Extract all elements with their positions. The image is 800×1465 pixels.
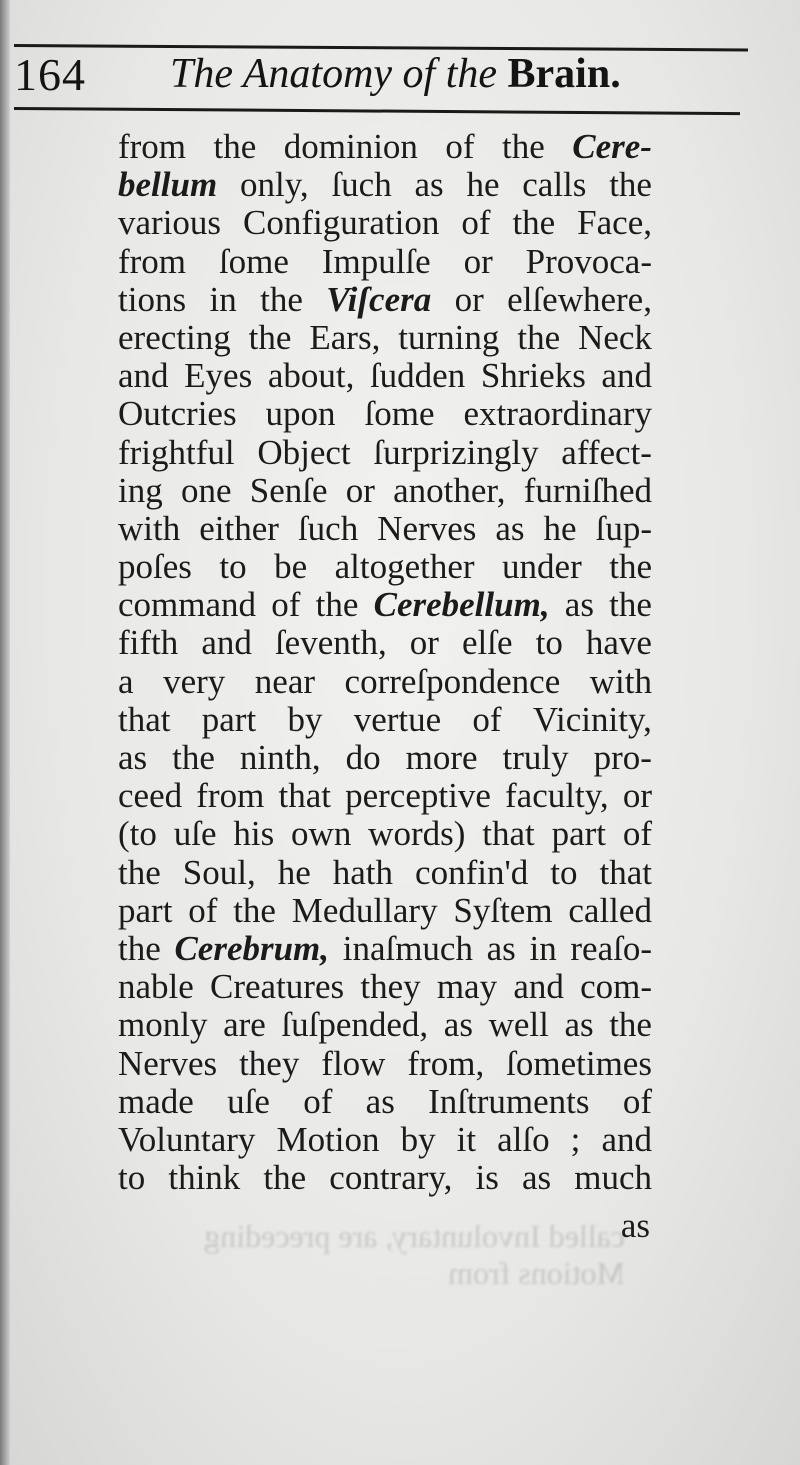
word: Ears, <box>309 317 381 357</box>
word: or <box>454 279 484 319</box>
word: correſpondence <box>344 661 561 701</box>
word: hath <box>332 852 394 892</box>
word: Nerves <box>377 508 477 548</box>
word: Senſe <box>249 470 328 510</box>
word: ceed <box>118 776 183 816</box>
word: under <box>502 547 582 587</box>
word: of <box>622 814 652 854</box>
word: com- <box>580 967 652 1007</box>
word: perceptive <box>345 776 491 816</box>
word: the <box>118 852 161 892</box>
word: Provoca- <box>525 241 652 281</box>
word: Face, <box>577 203 652 243</box>
text-line <box>118 586 652 624</box>
word: ing <box>118 470 163 510</box>
word: Configuration <box>243 203 440 243</box>
word: that <box>278 776 331 816</box>
word: Shrieks <box>480 356 586 396</box>
word: alſo <box>497 1119 550 1159</box>
word: and <box>201 623 252 663</box>
word: the <box>609 165 652 205</box>
word: and <box>513 967 564 1007</box>
word: or <box>622 776 652 816</box>
word: from <box>118 241 187 281</box>
word: Creatures <box>210 967 345 1007</box>
word: as <box>521 1158 552 1198</box>
word: bellum <box>118 165 218 205</box>
header-bottom-rule <box>14 107 740 115</box>
word: Syſtem <box>453 890 553 930</box>
word: about, <box>267 356 355 396</box>
word: and <box>601 1119 652 1159</box>
word: contrary, <box>329 1158 453 1198</box>
word: various <box>118 203 222 243</box>
word: much <box>574 1158 652 1198</box>
word: to <box>550 852 578 892</box>
running-head <box>170 50 621 98</box>
word: are <box>223 1005 266 1045</box>
word: nable <box>118 967 194 1007</box>
word: of <box>188 890 218 930</box>
word: ninth, <box>239 738 321 777</box>
word: another, <box>393 470 506 510</box>
word: or <box>345 470 375 510</box>
word: Cerebrum, <box>174 928 330 968</box>
text-line <box>118 930 652 968</box>
text-line <box>118 739 652 777</box>
word: command <box>118 585 257 625</box>
word: in <box>529 928 557 968</box>
word: of <box>472 699 502 739</box>
word: near <box>254 661 316 701</box>
text-line <box>118 892 652 930</box>
word: the <box>118 928 161 968</box>
word: erecting <box>118 317 231 357</box>
word: frightful <box>118 432 235 472</box>
word: tions <box>118 279 187 319</box>
word: Nerves <box>118 1043 218 1083</box>
word: he <box>277 852 311 892</box>
word: as <box>443 1005 473 1045</box>
text-line <box>118 777 652 815</box>
text-line <box>118 1045 652 1083</box>
catchword: as <box>620 1206 650 1245</box>
word: elſe <box>462 623 513 663</box>
word: either <box>199 508 279 548</box>
word: only, <box>239 165 309 205</box>
text-line <box>118 624 652 662</box>
text-line <box>118 968 652 1006</box>
word: of <box>303 1081 333 1121</box>
word: extraordinary <box>463 394 652 434</box>
word: one <box>180 470 232 510</box>
word: with <box>589 661 652 701</box>
word: affect- <box>561 432 652 472</box>
word: his <box>233 814 275 854</box>
word: words) <box>368 814 466 854</box>
word: poſes <box>118 547 192 587</box>
word: Eyes <box>184 356 253 396</box>
word: Inſtruments <box>428 1081 590 1121</box>
word: part <box>118 890 173 930</box>
word: monly <box>118 1005 208 1045</box>
word: Motion <box>276 1119 380 1159</box>
word: Cerebellum, <box>373 585 550 625</box>
word: Medullary <box>291 890 438 930</box>
word: Voluntary <box>118 1119 256 1159</box>
word: the <box>315 585 359 625</box>
word: to <box>219 547 247 587</box>
word: very <box>163 661 226 701</box>
word: and <box>118 356 169 396</box>
word: from <box>196 776 265 816</box>
word: ſome <box>218 241 289 281</box>
word: of <box>271 585 301 625</box>
word: with <box>118 508 181 548</box>
word: calls <box>522 165 587 205</box>
word: confin'd <box>415 852 529 892</box>
word: they <box>239 1043 300 1083</box>
word: elſewhere, <box>507 279 652 319</box>
text-line <box>118 1159 652 1197</box>
word: well <box>488 1005 549 1045</box>
page-gutter-edge <box>0 0 10 1465</box>
running-head-italic: The Anatomy of the <box>170 51 498 97</box>
word: as <box>564 1005 594 1045</box>
word: do <box>345 738 381 777</box>
text-line <box>118 281 652 319</box>
word: furniſhed <box>523 470 652 510</box>
word: the <box>172 738 215 777</box>
word: the <box>517 317 561 357</box>
word: as <box>486 928 516 968</box>
word: Cere- <box>572 127 652 166</box>
word: reaſo- <box>570 928 652 968</box>
word: uſe <box>227 1081 270 1121</box>
word: of <box>622 1081 652 1121</box>
word: turning <box>398 317 500 357</box>
word: ſuch <box>297 508 359 548</box>
word: truly <box>502 738 569 777</box>
word: the <box>260 279 303 319</box>
word: Vicinity, <box>532 699 652 739</box>
word: dominion <box>283 127 418 166</box>
word: made <box>118 1081 194 1121</box>
word: Impulſe <box>321 241 431 281</box>
word: that <box>482 814 535 854</box>
word: that <box>118 699 171 739</box>
word: part <box>551 814 606 854</box>
text-line <box>118 815 652 853</box>
word: ſudden <box>369 356 466 396</box>
text-line <box>118 243 652 281</box>
word: ſuch <box>331 165 392 205</box>
word: vertue <box>353 699 442 739</box>
word: from <box>118 127 187 166</box>
text-line <box>118 663 652 701</box>
word: and <box>601 356 652 396</box>
word: Soul, <box>182 852 256 892</box>
word: in <box>209 279 237 319</box>
word: Object <box>257 432 351 472</box>
running-head-roman: Brain. <box>507 51 621 97</box>
word: ; <box>570 1119 581 1159</box>
word: by <box>287 699 323 739</box>
word: ſometimes <box>506 1043 652 1083</box>
word: uſe <box>173 814 217 854</box>
word: as <box>414 165 444 205</box>
word: flow <box>321 1043 386 1083</box>
word: the <box>609 1005 652 1045</box>
word: of <box>445 127 475 166</box>
word: (to <box>118 814 157 854</box>
word: the <box>213 127 257 166</box>
text-line <box>118 510 652 548</box>
text-line <box>118 701 652 739</box>
word: as <box>495 508 525 548</box>
word: ſup- <box>595 508 652 548</box>
word: he <box>466 165 500 205</box>
word: Viſcera <box>326 279 432 319</box>
word: ſurprizingly <box>373 432 539 472</box>
word: the <box>263 1158 307 1198</box>
word: the <box>609 547 652 587</box>
word: pro- <box>593 738 652 777</box>
word: is <box>475 1158 499 1198</box>
word: called <box>568 890 652 930</box>
text-line <box>118 434 652 472</box>
word: a <box>118 661 134 701</box>
word: as <box>564 585 594 625</box>
word: faculty, <box>505 776 609 816</box>
word: as <box>365 1081 395 1121</box>
word: the <box>248 317 292 357</box>
text-line <box>118 1083 652 1121</box>
text-line <box>118 472 652 510</box>
word: own <box>291 814 352 854</box>
word: Outcries <box>118 394 237 434</box>
word: or <box>409 623 439 663</box>
text-line <box>118 357 652 395</box>
word: altogether <box>334 547 475 587</box>
word: the <box>609 585 652 625</box>
text-line <box>118 1121 652 1159</box>
word: ſeventh, <box>274 623 387 663</box>
word: may <box>436 967 498 1007</box>
text-line <box>118 1006 652 1044</box>
word: the <box>512 203 556 243</box>
show-through-text: called Involuntary, are preceding Motions from <box>204 1218 625 1291</box>
word: Neck <box>578 317 652 357</box>
text-line <box>118 319 652 357</box>
word: think <box>168 1158 241 1198</box>
word: be <box>274 547 308 587</box>
text-line <box>118 204 652 242</box>
word: or <box>463 241 493 281</box>
word: from, <box>407 1043 485 1083</box>
word: of <box>461 203 491 243</box>
word: by <box>400 1119 436 1159</box>
text-line <box>118 548 652 586</box>
word: inaſmuch <box>342 928 473 968</box>
text-line <box>118 854 652 892</box>
word: the <box>502 127 545 166</box>
word: to <box>118 1158 146 1198</box>
word: part <box>201 699 257 739</box>
word: that <box>599 852 652 892</box>
word: ſuſpended, <box>281 1005 429 1045</box>
word: to <box>535 623 563 663</box>
word: ſome <box>364 394 435 434</box>
text-line <box>118 128 652 166</box>
word: upon <box>265 394 336 434</box>
text-line <box>118 166 652 204</box>
word: have <box>585 623 652 663</box>
word: more <box>405 738 478 777</box>
text-line <box>118 395 652 433</box>
word: he <box>543 508 577 548</box>
word: as <box>118 738 148 777</box>
body-text <box>118 128 652 1197</box>
word: it <box>456 1119 477 1159</box>
page-number: 164 <box>14 49 86 100</box>
word: the <box>233 890 276 930</box>
word: fifth <box>118 623 179 663</box>
word: they <box>360 967 421 1007</box>
